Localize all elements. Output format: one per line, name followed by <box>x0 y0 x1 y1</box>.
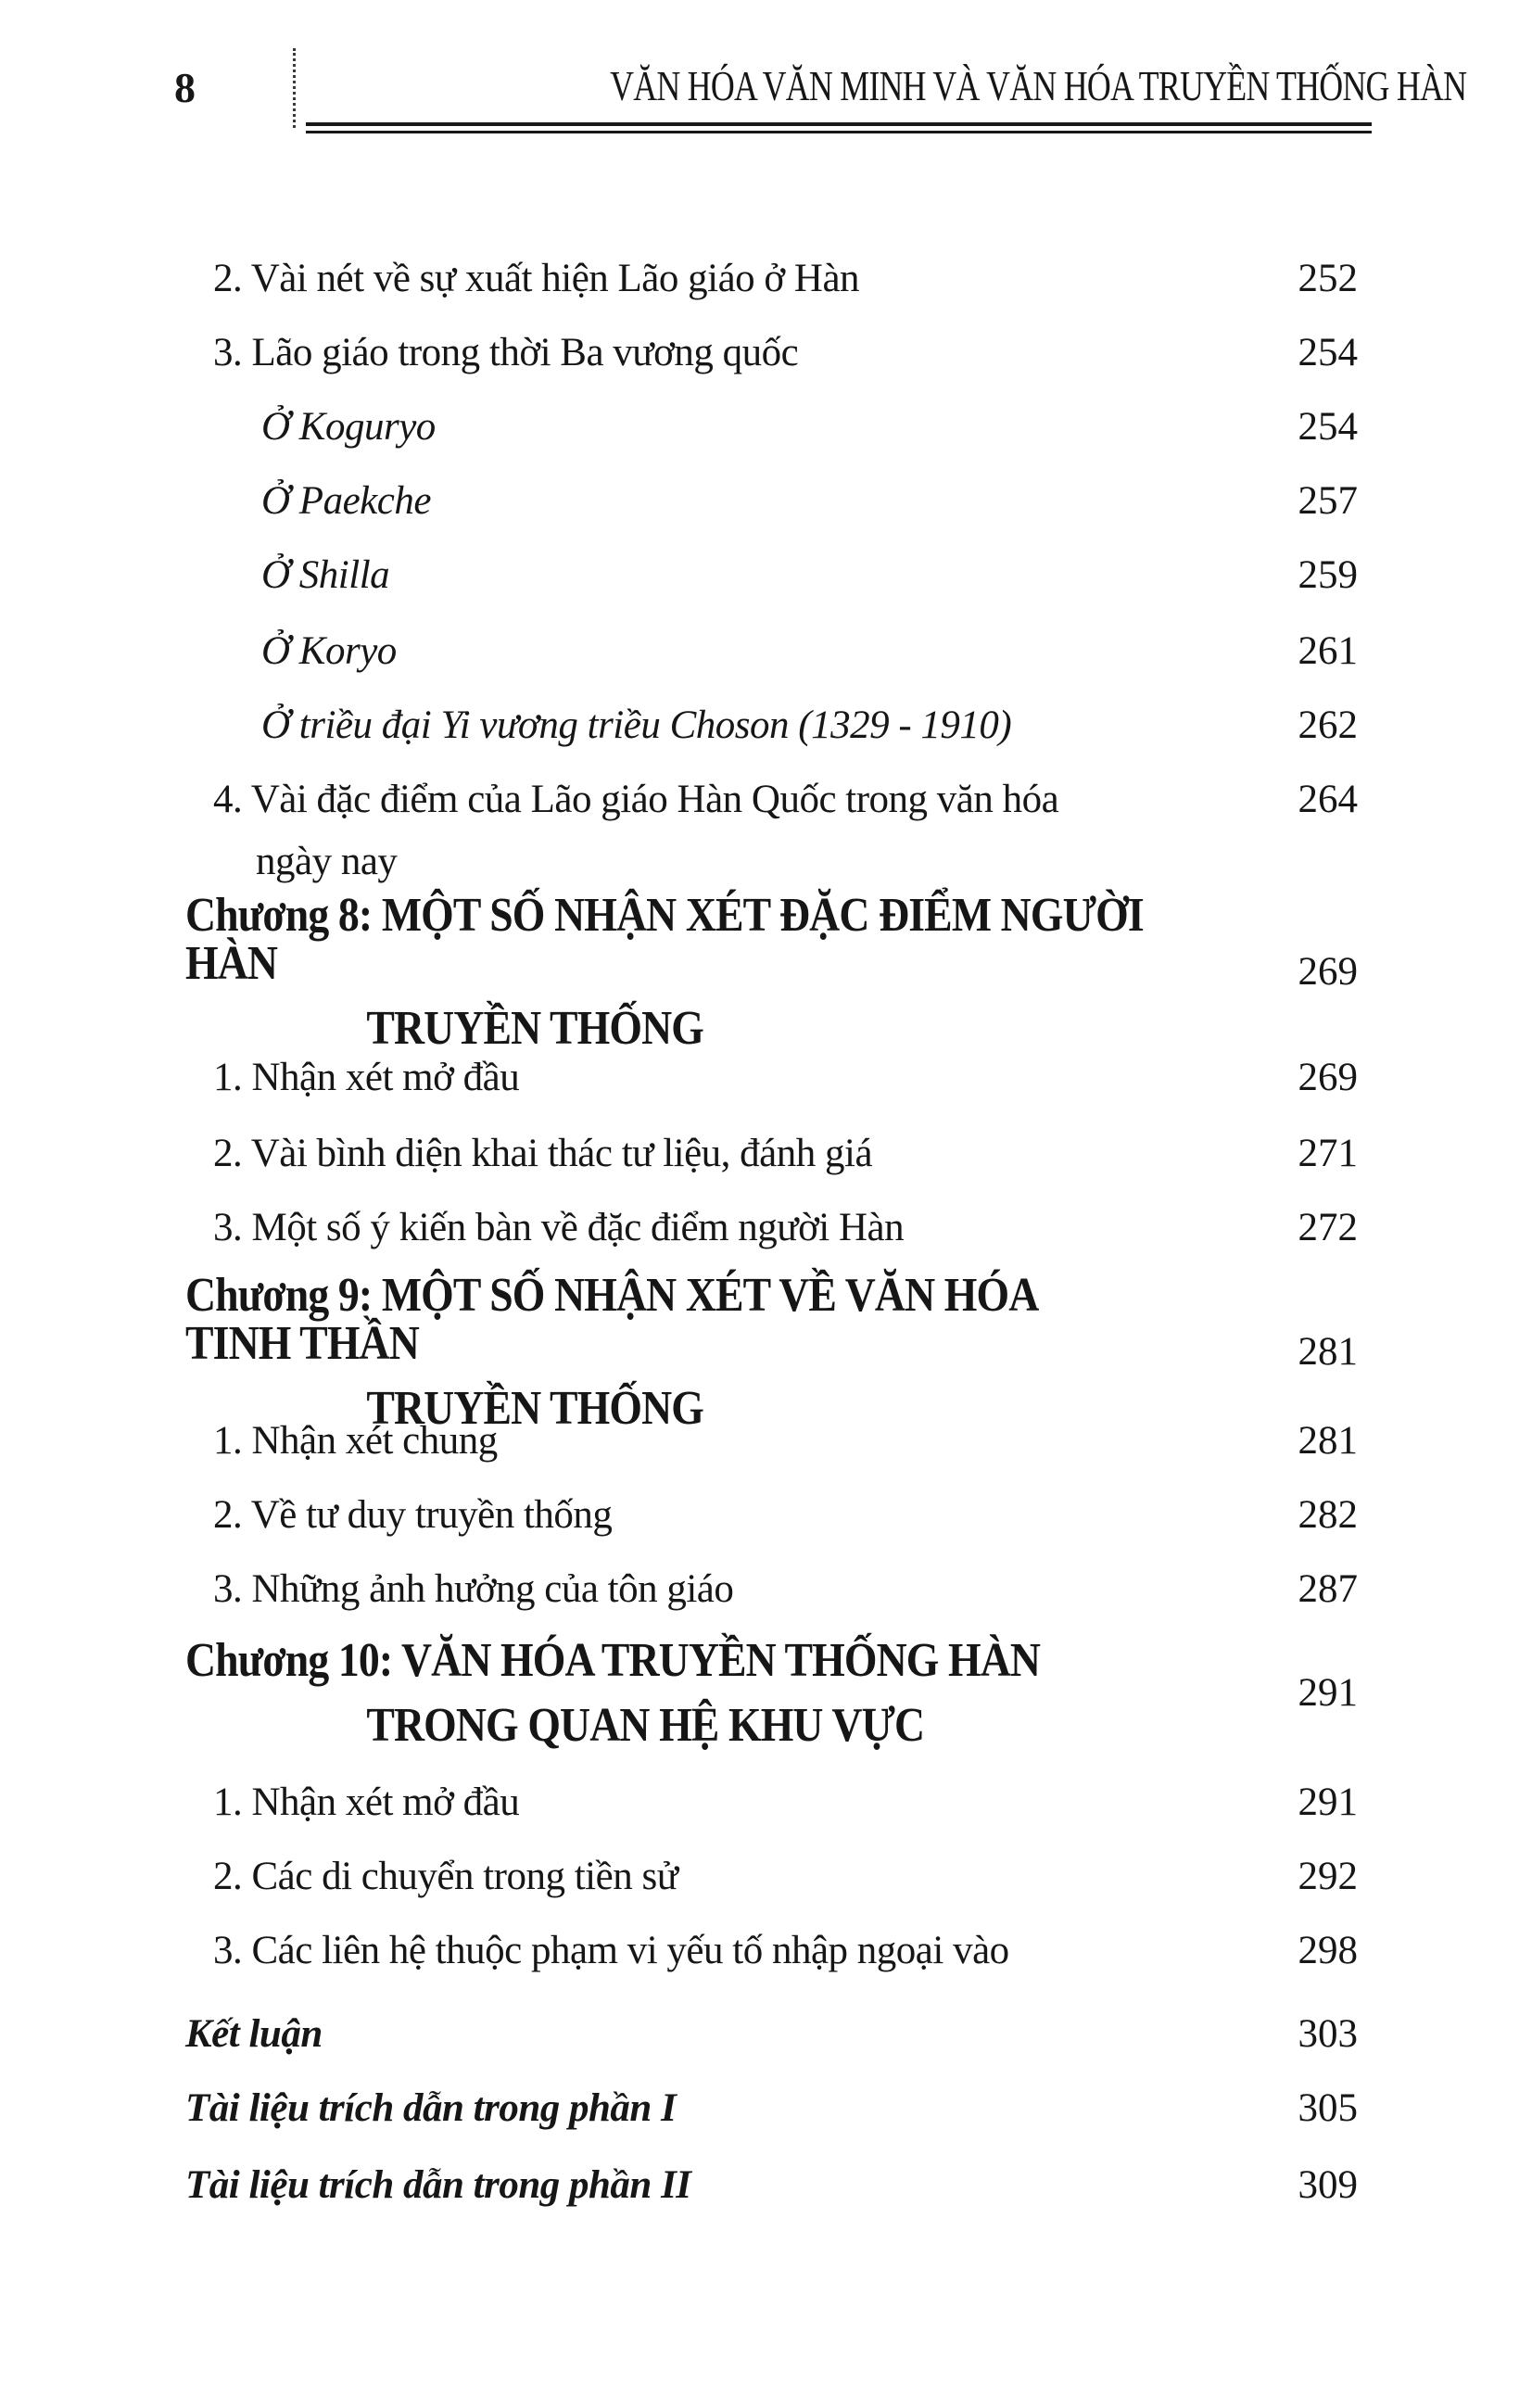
toc-entry-page: 305 <box>1298 2086 1358 2130</box>
toc-entry <box>185 2087 1358 2129</box>
toc-entry-line2: TRUYỀN THỐNG <box>366 1002 703 1055</box>
toc-entry <box>185 704 1358 746</box>
toc-entry-label <box>185 1269 1145 1435</box>
toc-entry-label: 2. Về tư duy truyền thống <box>213 1493 613 1537</box>
toc-entry-page: 252 <box>1298 257 1358 300</box>
toc-entry-label: Ở Paekche <box>261 479 431 523</box>
toc-entry-page: 271 <box>1298 1132 1358 1175</box>
toc-entry <box>185 554 1358 596</box>
toc-entry-page: 254 <box>1298 331 1358 374</box>
toc-entry-label: 3. Lão giáo trong thời Ba vương quốc <box>213 331 799 374</box>
toc-entry <box>185 1781 1358 1823</box>
toc-entry <box>185 480 1358 522</box>
toc-entry-label: 1. Nhận xét mở đầu <box>213 1056 520 1099</box>
toc-entry-page: 259 <box>1298 553 1358 597</box>
toc-entry-page: 292 <box>1298 1855 1358 1898</box>
toc-entry-page: 261 <box>1298 629 1358 673</box>
toc-entry <box>185 1133 1358 1174</box>
toc-entry <box>185 1207 1358 1248</box>
toc-entry-page: 287 <box>1298 1567 1358 1611</box>
toc-entry-label: Ở Shilla <box>261 553 390 597</box>
toc-entry-page: 272 <box>1298 1206 1358 1249</box>
toc-entry-page: 298 <box>1298 1929 1358 1972</box>
toc-entry-page: 309 <box>1298 2163 1358 2207</box>
toc-chapter-entry <box>185 1269 1358 1435</box>
toc-entry-page: 281 <box>1298 1330 1358 1375</box>
toc-entry-label <box>185 1634 1041 1752</box>
toc-entry <box>185 1856 1358 1897</box>
toc-entry-page: 254 <box>1298 405 1358 449</box>
toc-entry-page: 269 <box>1298 950 1358 995</box>
toc-entry <box>185 2164 1358 2206</box>
toc-entry-label <box>185 889 1145 1055</box>
toc-entry-page: 291 <box>1298 1781 1358 1824</box>
toc-entry-page: 291 <box>1298 1671 1358 1716</box>
toc-chapter-entry <box>185 889 1358 1055</box>
toc-entry-label <box>185 779 1058 882</box>
toc-entry-line1: Chương 9: MỘT SỐ NHẬN XÉT VỀ VĂN HÓA TINH THẦN <box>185 1269 1036 1370</box>
toc-entry-line2: TRUYỀN THỐNG <box>366 1382 703 1435</box>
toc-entry-label: Kết luận <box>185 2012 323 2056</box>
toc-entry-page: 269 <box>1298 1056 1358 1099</box>
toc-entry <box>185 1057 1358 1098</box>
page-number: 8 <box>174 64 195 111</box>
toc-entry <box>185 1420 1358 1462</box>
toc-entry-page: 281 <box>1298 1419 1358 1463</box>
toc-entry-page: 257 <box>1298 479 1358 523</box>
toc-entry-label: 3. Những ảnh hưởng của tôn giáo <box>213 1567 734 1611</box>
toc-chapter-entry <box>185 1634 1358 1752</box>
toc-entry-label: 2. Các di chuyển trong tiền sử <box>213 1855 678 1898</box>
toc-entry-label: 2. Vài bình diện khai thác tư liệu, đánh giá <box>213 1132 873 1175</box>
toc-entry-label: 2. Vài nét về sự xuất hiện Lão giáo ở Hàn <box>213 257 860 300</box>
toc-entry <box>185 332 1358 374</box>
toc-entry <box>185 406 1358 448</box>
toc-entry-page: 303 <box>1298 2012 1358 2056</box>
toc-entry-line2: ngày nay <box>256 840 398 884</box>
toc-entry-label: Tài liệu trích dẫn trong phần II <box>185 2163 691 2207</box>
toc-entry-page: 262 <box>1298 703 1358 747</box>
toc-entry-label: Ở triều đại Yi vương triều Choson (1329 - 1910) <box>261 703 1012 747</box>
toc-entry <box>185 1930 1358 1971</box>
toc-entry <box>185 1568 1358 1610</box>
toc-entry <box>185 258 1358 299</box>
toc-entry-label: 1. Nhận xét mở đầu <box>213 1781 520 1824</box>
toc-entry <box>185 630 1358 672</box>
toc-entry-label: Ở Koguryo <box>261 405 436 449</box>
toc-entry-line2: TRONG QUAN HỆ KHU VỰC <box>366 1699 925 1752</box>
toc-entry-line1: Chương 10: VĂN HÓA TRUYỀN THỐNG HÀN <box>185 1634 1041 1687</box>
running-header-title: VĂN HÓA VĂN MINH VÀ VĂN HÓA TRUYỀN THỐNG HÀN <box>610 62 1467 109</box>
table-of-contents <box>185 0 1467 2408</box>
toc-entry-line1: 4. Vài đặc điểm của Lão giáo Hàn Quốc trong văn hóa <box>213 778 1059 821</box>
toc-entry-page: 264 <box>1298 778 1358 821</box>
toc-entry-page: 282 <box>1298 1493 1358 1537</box>
toc-entry-label: 1. Nhận xét chung <box>213 1419 498 1463</box>
toc-entry <box>185 2013 1358 2055</box>
toc-entry <box>185 1494 1358 1536</box>
toc-entry-label: Tài liệu trích dẫn trong phần I <box>185 2086 677 2130</box>
toc-entry-line1: Chương 8: MỘT SỐ NHẬN XÉT ĐẶC ĐIỂM NGƯỜI HÀN <box>185 889 1144 990</box>
toc-entry-label: 3. Một số ý kiến bàn về đặc điểm người Hàn <box>213 1206 905 1249</box>
toc-entry <box>185 779 1358 882</box>
toc-entry-label: 3. Các liên hệ thuộc phạm vi yếu tố nhập ngoại vào <box>213 1929 1009 1972</box>
toc-entry-label: Ở Koryo <box>261 629 397 673</box>
